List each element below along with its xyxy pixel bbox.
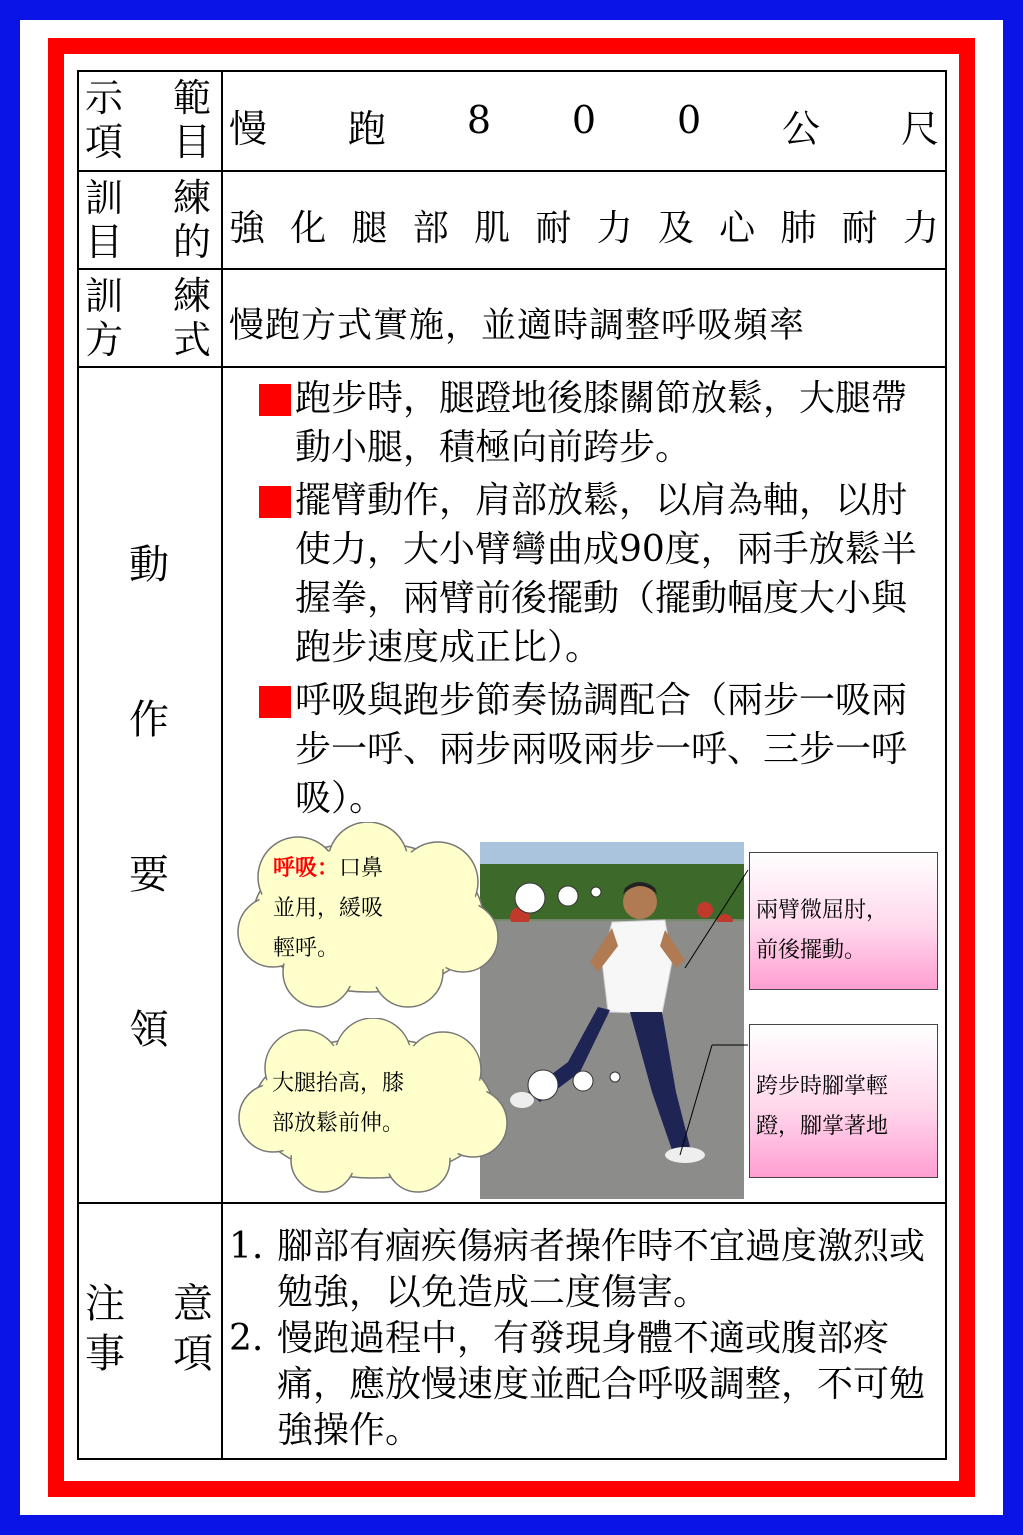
list-item — [251, 374, 941, 472]
value-char: 力 — [902, 208, 939, 249]
note-item — [229, 1316, 937, 1454]
value-char: 腿 — [351, 208, 388, 249]
value-char: 肺 — [780, 208, 817, 249]
list-item-text: 跑步時，腿蹬地後膝關節放鬆，大腿帶動小腿，積極向前跨步。 — [295, 378, 908, 468]
foot-tip-box — [749, 1024, 938, 1178]
cloud-line: 部放鬆前伸。 — [272, 1111, 405, 1136]
list-item-text: 擺臂動作，肩部放鬆，以肩為軸，以肘使力，大小臂彎曲成90度，兩手放鬆半握拳，兩臂前後擺動（擺動幅度大小與跑步速度成正比）。 — [295, 480, 917, 668]
label-essentials-char: 領 — [129, 1007, 169, 1053]
label-purpose — [79, 172, 221, 268]
label-essentials-char: 作 — [129, 697, 169, 743]
label-char: 示 — [85, 76, 124, 120]
label-char: 的 — [173, 220, 212, 264]
bullet-square-icon — [259, 384, 291, 416]
value-char: 部 — [412, 208, 449, 249]
tip-line: 蹬，腳掌著地 — [756, 1114, 889, 1139]
label-char: 項 — [173, 1331, 213, 1377]
label-char: 練 — [173, 176, 212, 220]
value-char: 心 — [719, 208, 756, 249]
cloud-line: 口鼻 — [339, 856, 384, 881]
value-char: 0 — [571, 98, 597, 142]
row-method — [79, 270, 945, 368]
cloud-line: 輕呼。 — [273, 936, 340, 961]
value-method: 慢跑方式實施，並適時調整呼吸頻率 — [229, 306, 806, 346]
note-item — [229, 1224, 937, 1316]
label-char: 訓 — [85, 176, 124, 220]
value-char: 耐 — [535, 208, 572, 249]
label-char: 事 — [85, 1331, 125, 1377]
label-char: 目 — [173, 120, 212, 164]
value-char: 公 — [782, 107, 821, 151]
instruction-table — [77, 70, 947, 1460]
note-text: 腳部有痼疾傷病者操作時不宜過度激烈或勉強，以免造成二度傷害。 — [277, 1226, 926, 1313]
label-char: 項 — [85, 120, 124, 164]
label-char: 目 — [85, 220, 124, 264]
tip-line: 跨步時腳掌輕 — [756, 1074, 889, 1099]
value-char: 尺 — [900, 107, 939, 151]
label-notes — [79, 1204, 221, 1458]
value-char: 肌 — [474, 208, 511, 249]
value-char: 化 — [290, 208, 327, 249]
bubble-dots-icon — [510, 878, 610, 918]
value-char: 跑 — [347, 107, 386, 151]
value-char: 及 — [657, 208, 694, 249]
leg-cloud-text — [272, 1064, 404, 1144]
label-char: 練 — [173, 274, 212, 318]
value-char: 0 — [676, 98, 702, 142]
cloud-line: 並用，緩吸 — [273, 896, 384, 921]
value-char: 強 — [229, 208, 266, 249]
value-char: 耐 — [841, 208, 878, 249]
row-purpose — [79, 172, 945, 270]
tip-line: 前後擺動。 — [756, 938, 867, 963]
value-item — [229, 98, 939, 153]
tip-line: 兩臂微屈肘， — [756, 898, 889, 923]
label-essentials-char: 要 — [129, 852, 169, 898]
label-char: 意 — [173, 1281, 213, 1327]
note-number: 2. — [229, 1318, 264, 1359]
breath-cloud-text — [273, 848, 383, 969]
row-notes — [79, 1204, 945, 1458]
bubble-dots-icon — [525, 1063, 625, 1103]
value-purpose — [229, 200, 939, 251]
label-char: 範 — [173, 76, 212, 120]
value-char: 8 — [466, 98, 491, 142]
list-item-text: 呼吸與跑步節奏協調配合（兩步一吸兩步一呼、兩步兩吸兩步一呼、三步一呼吸）。 — [295, 680, 908, 819]
label-char: 式 — [173, 318, 212, 362]
breath-cloud — [228, 822, 508, 1012]
note-text: 慢跑過程中，有發現身體不適或腹部疼痛，應放慢速度並配合呼吸調整，不可勉強操作。 — [277, 1318, 926, 1451]
list-item — [251, 676, 941, 823]
label-char: 訓 — [85, 274, 124, 318]
value-char: 慢 — [229, 107, 268, 151]
label-item — [79, 72, 221, 170]
breath-title: 呼吸： — [273, 855, 340, 881]
notes-list — [229, 1224, 937, 1454]
bullet-square-icon — [259, 486, 291, 518]
leg-cloud — [228, 1018, 518, 1198]
cloud-line: 大腿抬高，膝 — [272, 1071, 405, 1096]
list-item — [251, 476, 941, 672]
row-item — [79, 72, 945, 172]
label-method — [79, 270, 221, 366]
note-number: 1. — [229, 1226, 264, 1267]
bullet-square-icon — [259, 686, 291, 718]
label-essentials-char: 動 — [129, 542, 169, 588]
label-char: 方 — [85, 318, 124, 362]
arm-tip-box — [749, 852, 938, 990]
value-char: 力 — [596, 208, 633, 249]
label-char: 注 — [85, 1281, 125, 1327]
essentials-list — [251, 374, 941, 827]
